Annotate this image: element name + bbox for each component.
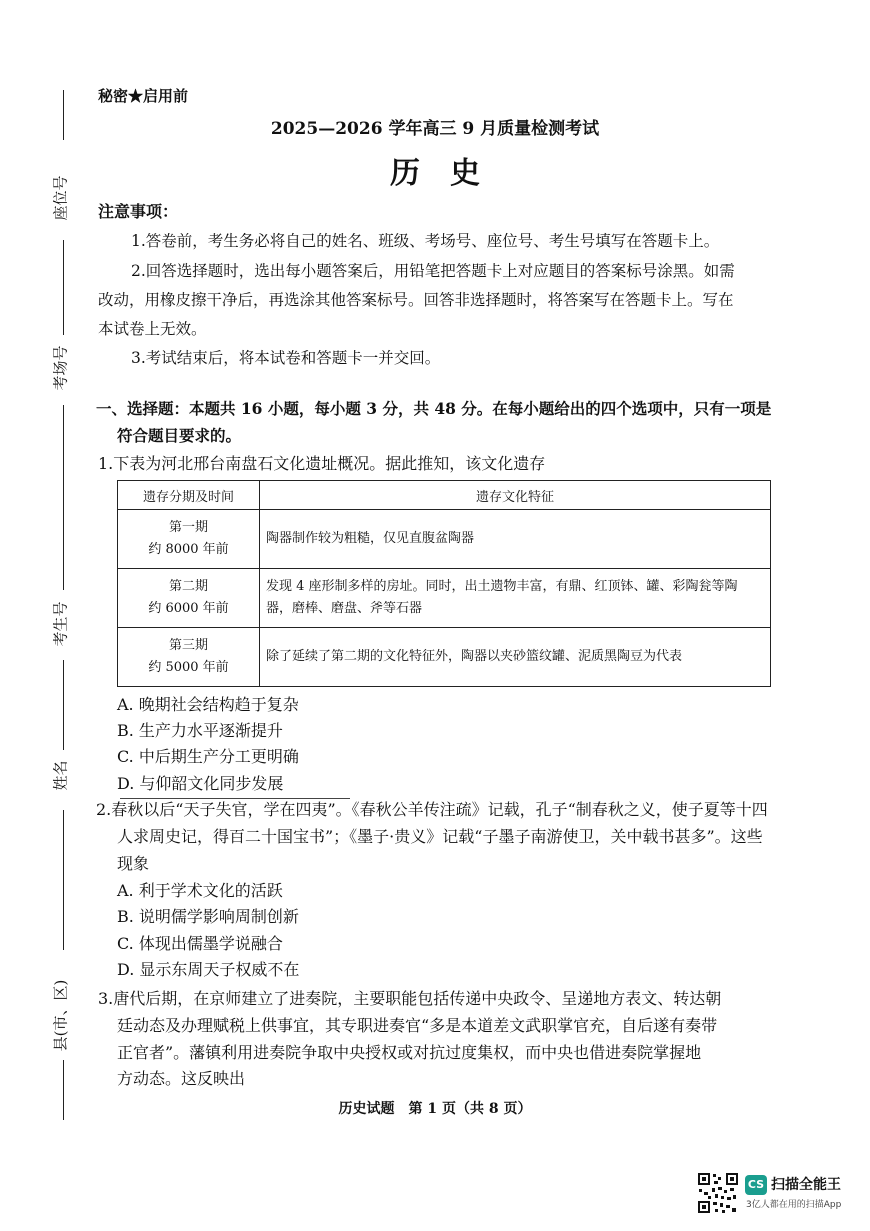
q3-stem-line-1: 3.唐代后期，在京师建立了进奏院，主要职能包括传递中央政令、呈递地方表文、转达朝 [98,989,722,1008]
note-item-2: 2.回答选择题时，选出每小题答案后，用铅笔把答题卡上对应题目的答案标号涂黑。如需 [131,262,735,280]
secret-label: 秘密★启用前 [98,87,189,105]
q2-option-c: C. 体现出儒墨学说融合 [117,934,283,953]
period-time: 约 5000 年前 [148,660,229,675]
q1-option-c: C. 中后期生产分工更明确 [117,747,299,766]
q2-stem-line-2: 人求周史记，得百二十国宝书”；《墨子·贵义》记载“子墨子南游使卫，关中载书甚多”。这些 [117,827,763,846]
period-cell [118,569,260,628]
seat-number-label: 座位号 [51,175,70,221]
q3-stem-line-2: 廷动态及办理赋税上供事宜，其专职进奏官“多是本道差文武职掌官充，自后遂有奏带 [117,1016,718,1035]
period-time: 约 8000 年前 [148,542,229,557]
note-item-2-cont: 改动，用橡皮擦干净后，再选涂其他答案标号。回答非选择题时，将答案写在答题卡上。写在 [98,291,734,309]
note-item-2-end: 本试卷上无效。 [98,320,207,338]
q1-table [117,480,771,687]
binding-line-2 [63,240,64,335]
q3-stem-line-4: 方动态。这反映出 [117,1069,246,1088]
table-row [118,569,771,628]
scanner-tagline: 3亿人都在用的扫描App [746,1200,842,1210]
q2-option-a: A. 利于学术文化的活跃 [117,881,283,900]
camscanner-logo-icon: CS [745,1175,767,1195]
q1-option-a: A. 晚期社会结构趋于复杂 [117,695,299,714]
note-item-1: 1.答卷前，考生务必将自己的姓名、班级、考场号、座位号、考生号填写在答题卡上。 [131,232,720,250]
table-header: 遗存文化特征 [260,481,771,510]
exam-title: 2025—2026 学年高三 9 月质量检测考试 [270,119,600,139]
section-heading-cont: 符合题目要求的。 [117,426,242,445]
q2-option-b: B. 说明儒学影响周制创新 [117,907,299,926]
period-cell [118,628,260,687]
period-cell [118,510,260,569]
feature-cell [260,569,771,628]
feature-text: 发现 4 座形制多样的房址。同时，出土遗物丰富，有鼎、红顶钵、罐、彩陶瓮等陶 [266,579,738,594]
name-label: 姓名 [51,760,70,791]
binding-line-5 [63,810,64,950]
q3-stem-line-3: 正官者”。藩镇利用进奏院争取中央授权或对抗过度集权，而中央也借进奏院掌握地 [117,1043,702,1062]
period-name: 第三期 [168,638,208,653]
table-header-row [118,481,771,510]
candidate-number-label: 考生号 [51,601,70,647]
binding-line-3 [63,405,64,590]
feature-text: 除了延续了第二期的文化特征外，陶器以夹砂篮纹罐、泥质黑陶豆为代表 [266,649,683,664]
feature-text: 器，磨棒、磨盘、斧等石器 [266,601,423,616]
q2-option-d: D. 显示东周天子权威不在 [117,960,300,979]
notes-heading: 注意事项： [98,202,179,221]
q2-stem-line-1: 2.春秋以后“天子失官，学在四夷”。《春秋公羊传注疏》记载，孔子“制春秋之义，使子夏等十四 [96,800,768,819]
q1-stem: 1.下表为河北邢台南盘石文化遗址概况。据此推知，该文化遗存 [98,454,546,473]
period-time: 约 6000 年前 [148,601,229,616]
feature-text: 陶器制作较为粗糙，仅见直腹盆陶器 [266,531,475,546]
q2-stem-line-3: 现象 [117,854,150,873]
county-label: 县(市、区) [51,979,70,1052]
q1-option-d: D. 与仰韶文化同步发展 [117,774,284,793]
binding-line-4 [63,660,64,750]
qr-code-icon [697,1172,739,1214]
feature-cell [260,628,771,687]
period-name: 第二期 [168,579,208,594]
table-row [118,628,771,687]
room-number-label: 考场号 [51,345,70,391]
page-footer: 历史试题 第 1 页（共 8 页） [338,1101,532,1117]
q1-option-b: B. 生产力水平逐渐提升 [117,721,283,740]
subject-title: 历 史 [390,156,480,191]
period-name: 第一期 [168,520,208,535]
table-header: 遗存分期及时间 [118,481,260,510]
scanner-brand: 扫描全能王 [771,1177,841,1193]
section-heading: 一、选择题：本题共 16 小题，每小题 3 分，共 48 分。在每小题给出的四个选项中，只有一项是 [96,399,772,418]
note-item-3: 3.考试结束后，将本试卷和答题卡一并交回。 [131,349,441,367]
feature-cell [260,510,771,569]
table-row [118,510,771,569]
